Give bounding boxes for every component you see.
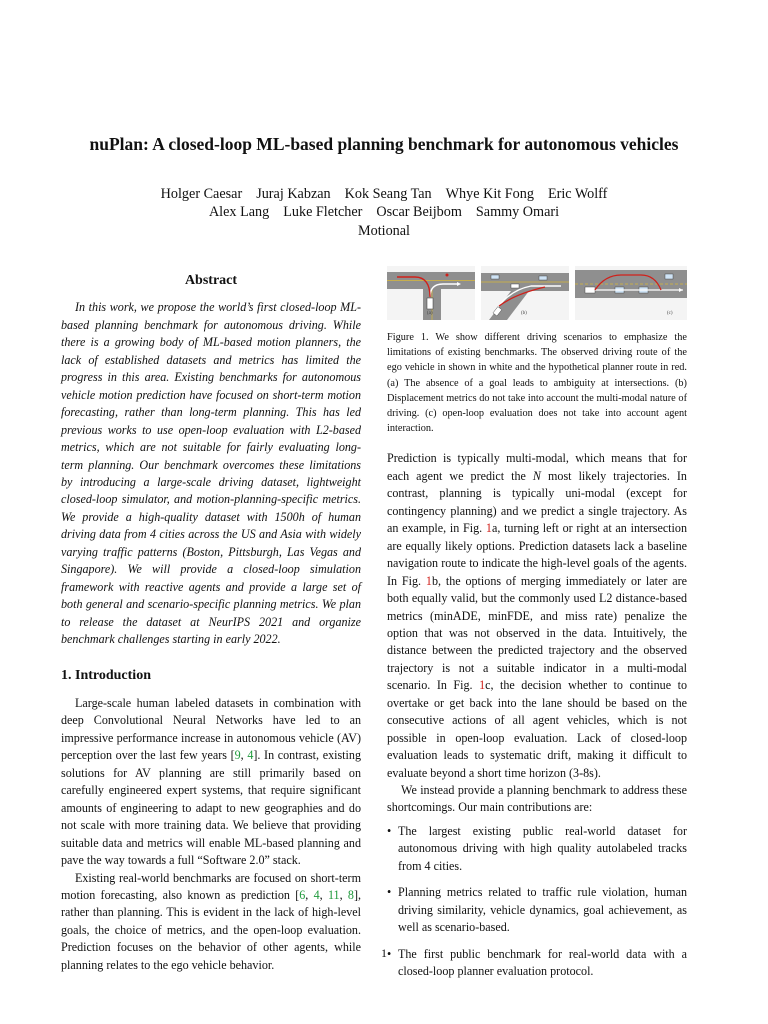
- panel-label: (b): [521, 310, 527, 316]
- page-number: 1: [381, 946, 387, 960]
- list-item-text: Planning metrics related to traffic rule violation, human driving similarity, vehicle dynamics, goal achievement, as well as scenario-based.: [398, 885, 687, 935]
- figure-ref-link[interactable]: 1: [479, 678, 486, 693]
- figure-panel-b: [481, 266, 569, 320]
- figure-ref-link[interactable]: 1: [425, 573, 432, 588]
- list-item-text: The first public benchmark for real-world data with a closed-loop planner evaluation protocol.: [398, 946, 687, 979]
- text-run: ,: [305, 887, 314, 902]
- math-symbol: N: [532, 468, 541, 483]
- intro-heading: 1. Introduction: [61, 667, 151, 683]
- list-item: [387, 884, 687, 936]
- panel-label: (a): [427, 310, 433, 316]
- figure-caption: Figure 1. We show different driving scenarios to emphasize the limitations of existing benchmarks. The observed driving route of the ego vehicle in shown in white and the hypothetical planner route in red. (a) The absence of a goal leads to ambiguity at intersections. (b) Displacement metrics do not take into account the multi-modal nature of driving. (c) open-loop evaluation does not take into account agent interaction.: [387, 332, 687, 435]
- affiliation: Motional: [357, 222, 411, 239]
- author-name: Kok Seang Tan: [344, 186, 432, 202]
- text-run: ]. In contrast, existing solutions for AV planning are still primarily based on carefully engineered expert systems, that require significant amounts of engineering to adapt to new geographies and do not scale with more training data. We believe that providing suitable data and metrics will enable ML-based planning and pave the way towards a full “Software 2.0” stack.: [61, 748, 361, 868]
- figure-1: [387, 266, 687, 324]
- author-line-2: [0, 203, 768, 221]
- bullet-marker: •: [387, 823, 392, 838]
- paper-title: nuPlan: A closed-loop ML-based planning benchmark for autonomous vehicles: [89, 134, 679, 154]
- author-name: Holger Caesar: [160, 186, 243, 202]
- text-run: Prediction is typically multi-modal, which means that for each agent we predict the: [387, 451, 687, 483]
- citation-link[interactable]: 9: [234, 748, 241, 763]
- author-name: Juraj Kabzan: [256, 186, 331, 202]
- author-line-1: [0, 185, 768, 203]
- list-item: [387, 823, 687, 875]
- text-run: ,: [339, 887, 348, 902]
- abstract-text: In this work, we propose the world’s first closed-loop ML-based planning benchmark for autonomous driving. While there is a growing body of ML-based motion planners, the lack of established datasets and metrics has limited the progress in this area. Existing benchmarks for autonomous vehicle motion prediction have focused on short-term motion forecasting, rather than long-term planning. This has led previous works to use open-loop evaluation with L2-based metrics, which are not suitable for fairly evaluating long-term planning. Our benchmark overcomes these limitations by introducing a large-scale driving dataset, lightweight closed-loop simulator, and motion-planning-specific metrics. We provide a high-quality dataset with 1500h of human driving data from 4 cities across the US and Asia with widely varying traffic patterns (Boston, Pittsburgh, Las Vegas and Singapore). We will provide a closed-loop simulation framework with reactive agents and provide a large set of both general and scenario-specific planning metrics. We plan to release the dataset at NeurIPS 2021 and organize benchmark challenges starting in early 2022.: [61, 300, 361, 647]
- citation-link[interactable]: 4: [247, 748, 254, 763]
- author-name: Whye Kit Fong: [445, 186, 534, 202]
- text-run: a, turning left or right at an intersection are equally likely options. Prediction datasets lack a baseline navigation route to indicate the high-level goals of the agents. In Fig.: [387, 521, 687, 588]
- author-block: [0, 185, 768, 240]
- citation-link[interactable]: 11: [327, 887, 340, 902]
- text-run: ,: [240, 748, 248, 763]
- panel-label: (c): [667, 310, 673, 316]
- abstract-heading: Abstract: [184, 273, 238, 288]
- text-run: most likely trajectories. In contrast, planning is typically uni-modal (except for contingency planning) and we predict a single trajectory. As an example, in Fig.: [387, 468, 687, 536]
- citation-link[interactable]: 6: [299, 887, 306, 902]
- bullet-marker: •: [387, 885, 392, 900]
- right-paragraph-2: We instead provide a planning benchmark to address these shortcomings. Our main contributions are:: [387, 783, 687, 815]
- author-name: Luke Fletcher: [283, 204, 363, 221]
- author-name: Alex Lang: [208, 204, 270, 221]
- right-paragraph-1: [387, 450, 687, 782]
- text-run: Existing real-world benchmarks are focused on short-term motion forecasting, also known as prediction [: [61, 870, 361, 902]
- author-name: Sammy Omari: [475, 204, 560, 221]
- right-column: [387, 266, 687, 990]
- author-name: Eric Wolff: [547, 186, 608, 202]
- figure-panel-c: [575, 266, 687, 320]
- text-run: b, the options of merging immediately or later are both equally valid, but the commonly used L2 distance-based metrics (minADE, minFDE, and miss rate) penalize the option that was not observed in the data. Intuitively, the distance between the predicted trajectory and the observed trajectory is not a suitable indicator in a multi-modal scenario. In Fig.: [387, 573, 688, 693]
- text-run: ,: [319, 887, 328, 902]
- bullet-marker: •: [387, 946, 392, 961]
- text-run: c, the decision whether to continue to overtake or get back into the lane should be based on the consecutive actions of all agent vehicles, which is not possible in open-loop evaluation. Lack of closed-loop evaluation leads to systematic drift, making it difficult to evaluate beyond a short time horizon (3-8s).: [387, 678, 687, 780]
- intro-paragraph-1: [61, 695, 361, 870]
- list-item-text: The largest existing public real-world dataset for autonomous driving with high quality autolabeled tracks from 4 cities.: [398, 823, 687, 873]
- figure-panel-a: [387, 266, 475, 320]
- left-column: [61, 272, 361, 974]
- citation-link[interactable]: 8: [347, 887, 354, 902]
- text-run: ], rather than planning. This is evident in the lack of high-level goals, the choice of metrics, and the open-loop evaluation. Prediction focuses on the behavior of other agents, while planning relates to the ego vehicle behavior.: [61, 887, 362, 972]
- figure-ref-link[interactable]: 1: [485, 521, 492, 536]
- author-name: Oscar Beijbom: [376, 204, 462, 221]
- citation-link[interactable]: 4: [313, 887, 320, 902]
- text-run: Large-scale human labeled datasets in combination with deep Convolutional Neural Networks have led to an impressive performance increase in autonomous vehicle (AV) perception over the last few years [: [61, 695, 361, 763]
